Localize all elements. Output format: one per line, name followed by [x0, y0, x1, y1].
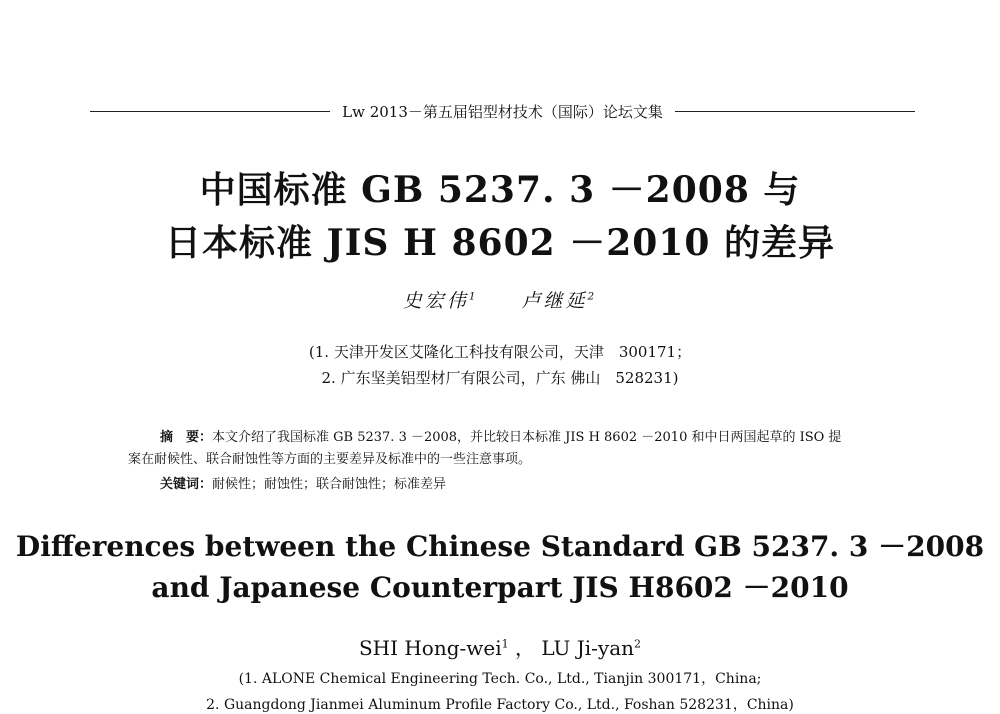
keywords-label: 关键词： — [160, 477, 213, 492]
chinese-title-line-2: 日本标准 JIS H 8602 －2010 的差异 — [165, 222, 835, 264]
author-1-en: SHI Hong-wei$^1$ — [358, 636, 509, 660]
chinese-affiliation-2: 2. 广东坚美铝型材厂有限公司，广东 佛山 528231) — [321, 369, 679, 387]
english-authors — [0, 632, 1000, 661]
abstract-label: 摘 要： — [160, 430, 213, 445]
chinese-affiliation-1: (1. 天津开发区艾隆化工科技有限公司，天津 300171； — [308, 343, 692, 361]
abstract-text-2: 案在耐候性、联合耐蚀性等方面的主要差异及标准中的一些注意事项。 — [128, 452, 532, 467]
header-rule-left — [90, 111, 330, 112]
english-affiliation-1: (1. ALONE Chemical Engineering Tech. Co., Ltd., Tianjin 300171，China; — [238, 671, 762, 687]
author-1-cn: 史宏伟$^1$ — [402, 290, 479, 312]
english-title-line-1: Differences between the Chinese Standard GB 5237. 3 －2008 — [15, 530, 985, 563]
chinese-title-line-1: 中国标准 GB 5237. 3 －2008 与 — [199, 169, 801, 211]
author-2-cn: 卢继延$^2$ — [521, 290, 598, 312]
author-separator: ， — [508, 636, 535, 660]
header-rule-right — [675, 111, 915, 112]
keywords — [160, 473, 446, 492]
chinese-authors — [0, 286, 1000, 313]
abstract — [128, 427, 888, 471]
running-header-text: Lw 2013－第五届铝型材技术（国际）论坛文集 — [342, 102, 663, 121]
english-affiliation-2: 2. Guangdong Jianmei Aluminum Profile Factory Co., Ltd., Foshan 528231，China) — [206, 697, 794, 713]
running-header — [90, 101, 915, 121]
abstract-text-1: 本文介绍了我国标准 GB 5237. 3 －2008，并比较日本标准 JIS H 8602 －2010 和中日两国起草的 ISO 提 — [212, 430, 842, 445]
author-2-en: LU Ji-yan$^2$ — [541, 636, 642, 660]
keywords-text: 耐候性；耐蚀性；联合耐蚀性；标准差异 — [212, 477, 447, 492]
english-title-line-2: and Japanese Counterpart JIS H8602 －2010 — [151, 571, 849, 604]
